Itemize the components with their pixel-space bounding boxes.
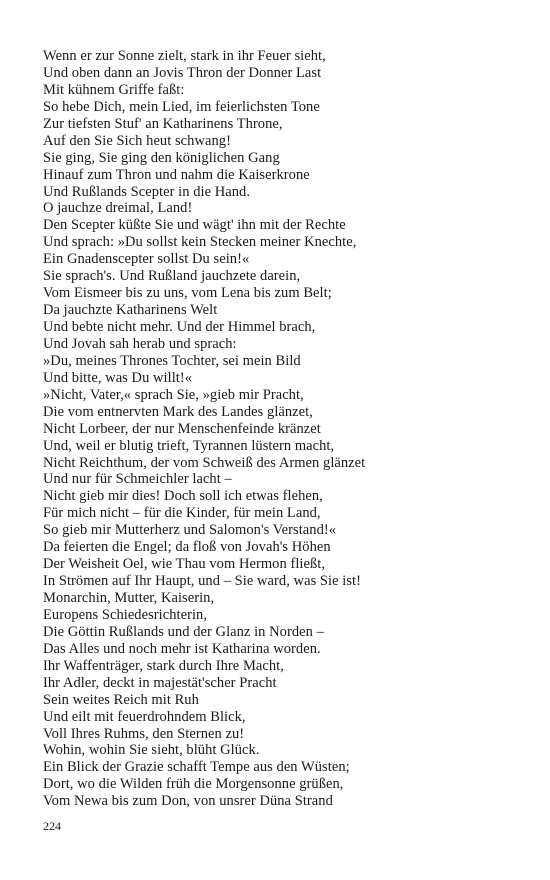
- poem-line: »Du, meines Thrones Tochter, sei mein Bild: [43, 352, 301, 369]
- poem-line: Vom Newa bis zum Don, von unsrer Düna Strand: [43, 793, 333, 810]
- poem-line: Da jauchzte Katharinens Welt: [43, 302, 218, 319]
- poem-line: Und oben dann an Jovis Thron der Donner Last: [43, 64, 322, 81]
- poem-line: Dort, wo die Wilden früh die Morgensonne grüßen,: [43, 776, 344, 793]
- poem-line: Wohin, wohin Sie sieht, blüht Glück.: [43, 742, 260, 759]
- poem-line: Ihr Waffenträger, stark durch Ihre Macht,: [43, 657, 284, 674]
- poem-line: Nicht Lorbeer, der nur Menschenfeinde kränzet: [43, 420, 321, 437]
- page-number: 224: [43, 819, 61, 833]
- poem-line: Zur tiefsten Stuf' an Katharinens Throne,: [43, 115, 283, 132]
- poem-line: Ein Blick der Grazie schafft Tempe aus den Wüsten;: [43, 759, 350, 776]
- poem-line: Die Göttin Rußlands und der Glanz in Norden –: [43, 623, 324, 640]
- poem-line: Sie ging, Sie ging den königlichen Gang: [43, 149, 280, 166]
- poem-line: Und bitte, was Du willt!«: [43, 369, 193, 386]
- poem-line: Für mich nicht – für die Kinder, für mein Land,: [43, 505, 321, 522]
- poem-line: Ihr Adler, deckt in majestät'scher Pracht: [43, 674, 277, 691]
- poem-line: Wenn er zur Sonne zielt, stark in ihr Feuer sieht,: [43, 48, 326, 64]
- poem-line: Und Jovah sah herab und sprach:: [43, 335, 237, 352]
- poem-line: Nicht Reichthum, der vom Schweiß des Armen glänzet: [43, 454, 366, 471]
- poem-line: Und sprach: »Du sollst kein Stecken meiner Knechte,: [43, 234, 357, 251]
- poem-line: Die vom entnervten Mark des Landes glänzet,: [43, 403, 313, 420]
- poem-line: Den Scepter küßte Sie und wägt' ihn mit der Rechte: [43, 217, 346, 234]
- poem-line: Das Alles und noch mehr ist Katharina worden.: [43, 640, 321, 657]
- poem-line: »Nicht, Vater,« sprach Sie, »gieb mir Pracht,: [43, 386, 304, 403]
- poem-line: Und Rußlands Scepter in die Hand.: [43, 183, 251, 200]
- poem-line: So gieb mir Mutterherz und Salomon's Verstand!«: [43, 522, 337, 539]
- poem-line: Europens Schiedesrichterin,: [43, 606, 208, 623]
- poem-line: Und nur für Schmeichler lacht –: [43, 471, 232, 488]
- poem-line: Ein Gnadenscepter sollst Du sein!«: [43, 251, 250, 268]
- poem-line: Der Weisheit Oel, wie Thau vom Hermon fließt,: [43, 556, 326, 573]
- poem-line: Und bebte nicht mehr. Und der Himmel brach,: [43, 319, 316, 335]
- poem-line: In Strömen auf Ihr Haupt, und – Sie ward, was Sie ist!: [43, 573, 362, 590]
- poem-line: O jauchze dreimal, Land!: [43, 200, 193, 217]
- poem-line: Auf den Sie Sich heut schwang!: [43, 132, 231, 149]
- poem-line: Voll Ihres Ruhms, den Sternen zu!: [43, 725, 245, 742]
- poem-line: Nicht gieb mir dies! Doch soll ich etwas flehen,: [43, 488, 323, 505]
- poem-text: [43, 48, 543, 810]
- poem-line: Da feierten die Engel; da floß von Jovah's Höhen: [43, 539, 331, 556]
- poem-line: Und, weil er blutig trieft, Tyrannen lüstern macht,: [43, 437, 335, 454]
- poem-line: Vom Eismeer bis zu uns, vom Lena bis zum Belt;: [43, 285, 332, 302]
- poem-line: Monarchin, Mutter, Kaiserin,: [43, 590, 215, 606]
- poem-line: Sie sprach's. Und Rußland jauchzete darein,: [43, 268, 301, 285]
- poem-line: Sein weites Reich mit Ruh: [43, 691, 199, 708]
- poem-line: So hebe Dich, mein Lied, im feierlichsten Tone: [43, 98, 320, 115]
- poem-line: Mit kühnem Griffe faßt:: [43, 81, 185, 98]
- poem-line: Und eilt mit feuerdrohndem Blick,: [43, 708, 246, 725]
- poem-line: Hinauf zum Thron und nahm die Kaiserkrone: [43, 166, 310, 183]
